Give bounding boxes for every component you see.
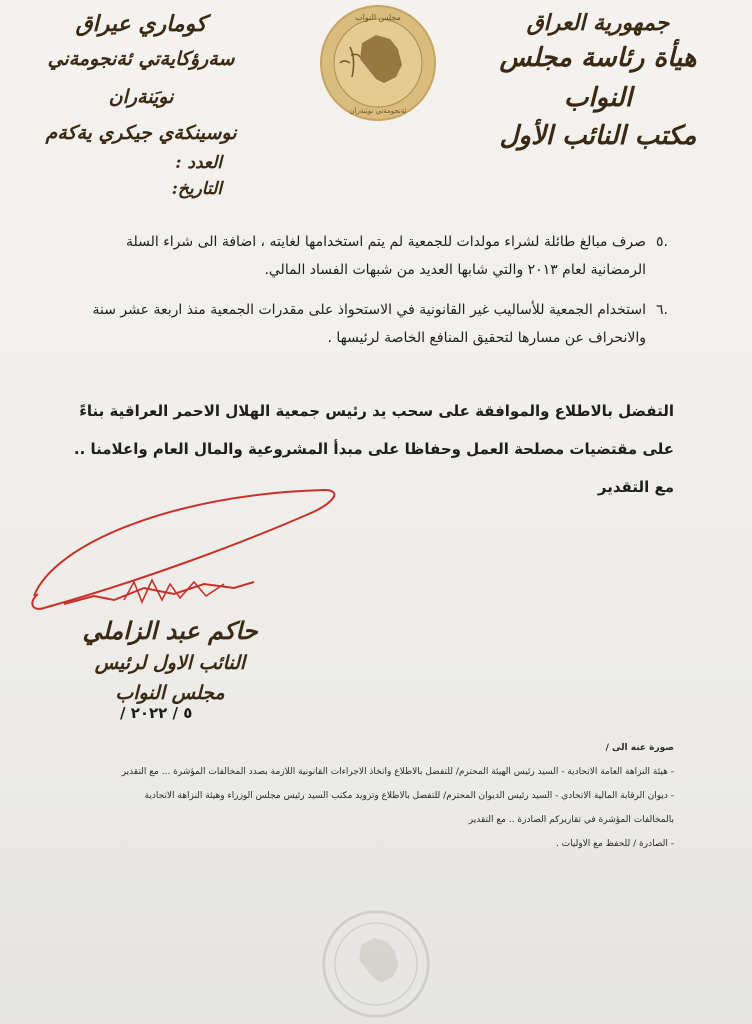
copy-line: - الصادرة / للحفظ مع الاوليات . [555, 839, 674, 849]
date-label: التاريخ: [171, 179, 222, 199]
letterhead-arabic [478, 8, 718, 154]
letterhead-kurdish [26, 8, 256, 150]
letterhead-kurdish-country: كوماري عيراق [75, 11, 207, 37]
number-label: العدد : [175, 153, 222, 173]
request-paragraph: التفضل بالاطلاع والموافقة على سحب يد رئيس جمعية الهلال الاحمر العراقية بناءً على مقتضيات مصلحة العمل وحفاظا على مبدأ المشروعية والمال العام واعلامنا .. مع التقدير [73, 402, 674, 496]
letterhead-office: مكتب النائب الأول [499, 121, 697, 151]
copy-line: - ديوان الرقابة المالية الاتحادي - السيد رئيس الديوان المحترم/ للتفضل بالاطلاع وتزويد مكتب السيد رئيس مجلس الوزراء وهيئة النزاهة الاتحادية [144, 791, 674, 801]
item-number: ٦. [656, 302, 668, 318]
letterhead-kurdish-presidency: سةرؤكايةتي ئةنجومةني نويَنةران [47, 48, 235, 108]
signature-date: / ٥ / ٢٠٢٢ [120, 704, 193, 722]
copy-line: بالمخالفات المؤشرة في تقاريركم الصادرة .. مع التقدير [468, 815, 674, 825]
signatory [70, 614, 270, 708]
letterhead-kurdish-office: نوسينكةي جيكري يةكةم [45, 122, 237, 144]
item-number: ٥. [656, 234, 668, 250]
item-text: استخدام الجمعية للأساليب غير القانونية في الاستحواذ على مقدرات الجمعية منذ اربعة عشر سنة والانحراف عن مسارها لتحقيق المنافع الخاصة لرئيسها . [92, 302, 646, 346]
copies-heading: صورة عنه الى / [605, 743, 674, 753]
handwritten-signature [24, 484, 344, 624]
item-text: صرف مبالغ طائلة لشراء مولدات للجمعية لم يتم استخدامها لغايته ، اضافة الى شراء السلة الرمضانية لعام ٢٠١٣ والتي شابها العديد من شبهات الفساد المالي. [125, 234, 646, 278]
letterhead-presidency: هيأة رئاسة مجلس النواب [499, 43, 697, 113]
emblem-bottom-text: ئةنجومةني نويَنةران [349, 107, 407, 115]
reference-fields [102, 150, 222, 202]
copies-list [54, 736, 674, 856]
signatory-name: حاكم عبد الزاملي [82, 616, 258, 645]
emblem-top-text: مجلس النواب [355, 13, 401, 22]
copy-line: - هيئة النزاهة العامة الاتحادية - السيد رئيس الهيئة المحترم/ للتفضل بالاطلاع واتخاذ الاجراءات القانونية اللازمة بصدد المخالفات المؤشرة ... مع التقدير [121, 767, 674, 777]
signatory-title: النائب الاول لرئيس مجلس النواب [94, 652, 246, 704]
watermark-emblem [320, 908, 432, 1020]
letterhead-country: جمهورية العراق [526, 10, 670, 36]
parliament-emblem [318, 3, 438, 123]
